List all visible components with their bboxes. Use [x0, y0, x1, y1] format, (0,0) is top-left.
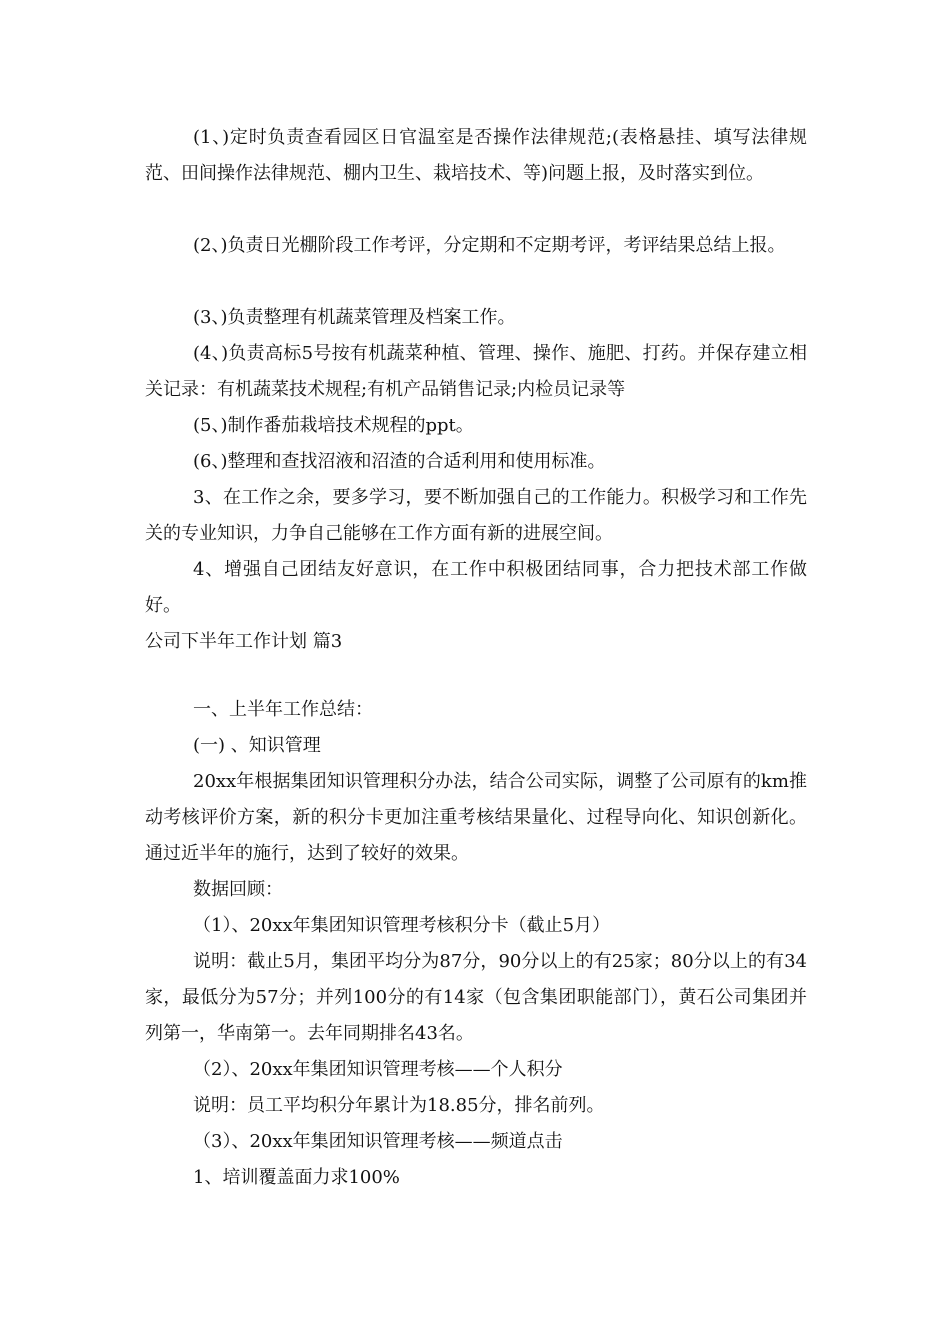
paragraph-item-4: (4、)负责高标5号按有机蔬菜种植、管理、操作、施肥、打药。并保存建立相关记录：有机蔬菜技术规程;有机产品销售记录;内检员记录等: [145, 343, 807, 400]
paragraph-km-intro: 20xx年根据集团知识管理积分办法，结合公司实际，调整了公司原有的km推动考核评价方案，新的积分卡更加注重考核结果量化、过程导向化、知识创新化。通过近半年的施行，达到了较好的效果。: [145, 771, 807, 864]
paragraph-item-5: (5、)制作番茄栽培技术规程的ppt。: [193, 415, 474, 436]
data-item-2-note: 说明：员工平均积分年累计为18.85分，排名前列。: [193, 1095, 605, 1116]
paragraph-point-4: 4、增强自己团结友好意识，在工作中积极团结同事，合力把技术部工作做好。: [145, 559, 807, 616]
training-coverage-item: 1、培训覆盖面力求100%: [193, 1167, 400, 1188]
data-item-1-note: 说明：截止5月，集团平均分为87分，90分以上的有25家；80分以上的有34家，最低分为57分；并列100分的有14家（包含集团职能部门），黄石公司集团并列第一，华南第一。去年同期排名43名。: [145, 951, 807, 1044]
summary-heading: 一、上半年工作总结：: [193, 699, 373, 720]
paragraph-item-1: (1、)定时负责查看园区日官温室是否操作法律规范;(表格悬挂、填写法律规范、田间操作法律规范、棚内卫生、栽培技术、等)问题上报，及时落实到位。: [145, 127, 807, 184]
data-item-2: （2）、20xx年集团知识管理考核——个人积分: [193, 1059, 563, 1080]
section-title: 公司下半年工作计划 篇3: [145, 631, 343, 652]
paragraph-point-3: 3、在工作之余，要多学习，要不断加强自己的工作能力。积极学习和工作先关的专业知识，力争自己能够在工作方面有新的进展空间。: [145, 487, 807, 544]
paragraph-item-6: (6、)整理和查找沼液和沼渣的合适利用和使用标准。: [193, 451, 606, 472]
data-review-label: 数据回顾：: [193, 879, 283, 900]
paragraph-item-2: (2、)负责日光棚阶段工作考评，分定期和不定期考评，考评结果总结上报。: [193, 235, 786, 256]
data-item-1: （1）、20xx年集团知识管理考核积分卡（截止5月）: [193, 915, 611, 936]
subsection-heading: (一) 、知识管理: [193, 735, 321, 756]
data-item-3: （3）、20xx年集团知识管理考核——频道点击: [193, 1131, 563, 1152]
paragraph-item-3: (3、)负责整理有机蔬菜管理及档案工作。: [193, 307, 516, 328]
